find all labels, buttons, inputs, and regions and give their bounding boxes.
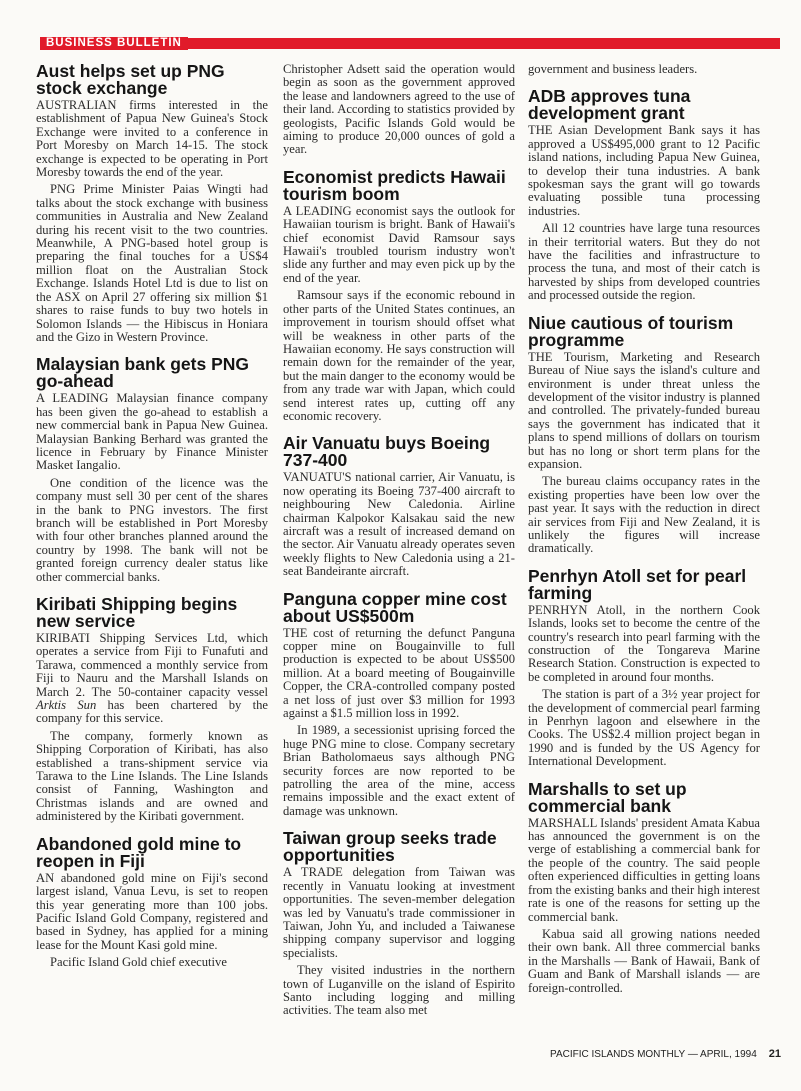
column-1 xyxy=(36,63,268,982)
paragraph: THE Tourism, Marketing and Research Bureau of Niue says the island's culture and environment is under threat unless the development of the visitor industry is planned and controlled. The privately-funded bureau says the government has indicated that it plans to spend millions of dollars on tourism but has no long or short term plans for the expansion. xyxy=(528,349,760,471)
section-banner: BUSINESS BULLETIN xyxy=(40,37,188,50)
paragraph: MARSHALL Islands' president Amata Kabua has announced the government is on the verge of establishing a commercial bank for the people of the country. The said people often experienced difficulties in getting loans from the existing banks and their high interest rate is one of the reasons for setting up the commercial bank. xyxy=(528,815,760,924)
article-adb xyxy=(528,88,760,302)
article-penrhyn xyxy=(528,565,760,769)
paragraph: THE cost of returning the defunct Panguna copper mine on Bougainville to full production is expected to be about US$500 million. At a board meeting of Bougainville Copper, the CRA-controlled company posted a net loss of just over $3 million for 1993 against a $1.5 million loss in 1992. xyxy=(283,625,515,721)
headline: Taiwan group seeks trade opportunities xyxy=(283,828,497,866)
paragraph: Christopher Adsett said the operation would begin as soon as the government approved the lease and landowners agreed to the use of their land. According to statistics provided by geologists, Pacific Islands Gold would be aiming to produce 20,000 ounces of gold a year. xyxy=(283,62,515,157)
article-taiwan xyxy=(283,830,515,1017)
paragraph xyxy=(36,632,268,726)
paragraph: The station is part of a 3½ year project for the development of commercial pearl farming in Penrhyn lagoon and elsewhere in the Cooks. The US$2.4 million project began in 1990 and is funded by the US Agency for International Development. xyxy=(528,687,760,769)
article-niue xyxy=(528,312,760,556)
column-3 xyxy=(528,63,760,1007)
paragraph: Ramsour says if the economic rebound in other parts of the United States continues, an improvement in tourism should offset what will be weakness in other parts of the Hawaiian economy. He says construction will remain down for the remainder of the year, but the main danger to the economy would be from any trade war with Japan, which could send interest rates up, cutting off any economic recovery. xyxy=(283,288,515,423)
headline: Penrhyn Atoll set for pearl farming xyxy=(528,565,747,603)
paragraph: A LEADING economist says the outlook for Hawaiian tourism is bright. Bank of Hawaii's chief economist David Ramsour says Hawaii's troubled tourism industry won't slide any further and may even pick up by the end of the year. xyxy=(283,203,515,285)
article-malaysian-bank xyxy=(36,356,268,584)
paragraph: A TRADE delegation from Taiwan was recently in Vanuatu looking at investment opportunities. The seven-member delegation was led by Vanuatu's trade commissioner in Taiwan, John Yu, and included a Taiwanese shipping company supervisor and logging specialists. xyxy=(283,865,515,960)
article-kiribati-shipping xyxy=(36,596,268,824)
paragraph: The company, formerly known as Shipping Corporation of Kiribati, has also established a trans-shipment service via Tarawa to the Line Islands. The Line Islands consist of Fanning, Washington and Christmas islands and are owned and administered by the Kiribati government. xyxy=(36,728,268,824)
paragraph: AN abandoned gold mine on Fiji's second largest island, Vanua Levu, is set to reopen this year generating more than 100 jobs. Pacific Island Gold Company, registered and based in Sydney, has applied for a mining lease for the Mount Kasi gold mine. xyxy=(36,870,268,952)
paragraph: In 1989, a secessionist uprising forced the huge PNG mine to close. Company secretary Brian Batholomaeus says although PNG security forces are now reported to be patrolling the area of the mine, access remains impossible and the exact extent of damage was unknown. xyxy=(283,723,515,818)
article-gold-mine xyxy=(36,833,268,970)
paragraph: government and business leaders. xyxy=(528,62,698,76)
paragraph: PENRHYN Atoll, in the northern Cook Islands, looks set to become the centre of the country's research into pearl farming with the construction of the Tongareva Marine Research Station. Construction is expected to be completed in around four months. xyxy=(528,602,760,684)
publication-line: PACIFIC ISLANDS MONTHLY — APRIL, 1994 xyxy=(550,1049,757,1060)
paragraph: Kabua said all growing nations needed their own bank. All three commercial banks in the Marshalls — Bank of Hawaii, Bank of Guam and Bank of Marshall islands — are foreign-controlled. xyxy=(528,926,760,995)
headline: Panguna copper mine cost about US$500m xyxy=(283,588,507,626)
article-aust-png xyxy=(36,63,268,344)
article-gold-mine-continued xyxy=(283,63,515,157)
paragraph: A LEADING Malaysian finance company has been given the go-ahead to establish a new commercial bank in Papua New Guinea. Malaysian Banking Berhard was granted the licence in February by Finance Minister Masket Iangalio. xyxy=(36,391,268,473)
headline: Economist predicts Hawaii tourism boom xyxy=(283,166,506,204)
paragraph: Pacific Island Gold chief executive xyxy=(50,955,227,970)
paragraph: All 12 countries have large tuna resources in their territorial waters. But they do not have the facilities and infrastructure to process the tuna, and most of their catch is harvested by ships from developed countries and processed outside the region. xyxy=(528,221,760,303)
text: KIRIBATI Shipping Services Ltd, which operates a service from Fiji to Funafuti and Tarawa, commenced a monthly service from Fiji to Nauru and the Marshall Islands on March 2. The 50-container capacity vessel xyxy=(36,631,268,699)
column-2 xyxy=(283,63,515,1030)
paragraph: They visited industries in the northern town of Luganville on the island of Espirito Santo including logging and milling activities. The team also met xyxy=(283,963,515,1018)
page-footer xyxy=(518,1048,781,1060)
headline: Niue cautious of tourism programme xyxy=(528,312,734,350)
headline: ADB approves tuna development grant xyxy=(528,86,691,124)
headline: Air Vanuatu buys Boeing 737-400 xyxy=(283,433,491,471)
paragraph: VANUATU'S national carrier, Air Vanuatu, is now operating its Boeing 737-400 aircraft to neighbouring New Caledonia. Airline chairman Kalpokor Kalsakau said the new aircraft was a result of increased demand on the sector. Air Vanuatu already operates seven weekly flights to New Caledonia using a 21-seat Bandeirante aircraft. xyxy=(283,470,515,579)
headline: Abandoned gold mine to reopen in Fiji xyxy=(36,833,242,871)
paragraph: PNG Prime Minister Paias Wingti had talks about the stock exchange with business communities in Australia and New Zealand during his recent visit to the two countries. Meanwhile, A PNG-based hotel group is preparing the final touches for a US$4 million float on the Australian Stock Exchange. Islands Hotel Ltd is due to list on the ASX on April 27 offering six million $1 shares to raise funds to buy two hotels in Solomon Islands — the Hibiscus in Honiara and the Gizo in Western Province. xyxy=(36,182,268,344)
paragraph: THE Asian Development Bank says it has approved a US$495,000 grant to 12 Pacific island nations, including Papua New Guinea, to develop their tuna industries. A bank spokesman says the grant will go towards evaluating possible tuna processing industries. xyxy=(528,123,760,218)
article-hawaii xyxy=(283,166,515,424)
vessel-name: Arktis Sun xyxy=(36,698,97,713)
page-number: 21 xyxy=(768,1048,781,1060)
text: has been chartered by the company for this service. xyxy=(36,698,268,726)
paragraph: AUSTRALIAN firms interested in the establishment of Papua New Guinea's Stock Exchange were invited to a conference in Port Moresby on March 14-15. The stock exchange is expected to be operating in Port Moresby towards the end of the year. xyxy=(36,98,268,180)
headline: Kiribati Shipping begins new service xyxy=(36,594,238,631)
article-marshalls xyxy=(528,778,760,995)
article-air-vanuatu xyxy=(283,435,515,578)
headline: Aust helps set up PNG stock exchange xyxy=(36,61,225,98)
article-taiwan-continued xyxy=(528,63,760,76)
headline: Marshalls to set up commercial bank xyxy=(528,778,687,816)
article-panguna xyxy=(283,588,515,819)
paragraph: One condition of the licence was the company must sell 30 per cent of the shares in the bank to PNG investors. The first branch will be established in Port Moresby with four other branches planned around the country by 1998. The bank will not be granted foreign currency dealer status like other commercial banks. xyxy=(36,475,268,584)
paragraph: The bureau claims occupancy rates in the existing properties have been low over the past year. It says with the reduction in direct air services from Fiji and New Zealand, it is unlikely the figures will increase dramatically. xyxy=(528,474,760,556)
headline: Malaysian bank gets PNG go-ahead xyxy=(36,354,249,392)
